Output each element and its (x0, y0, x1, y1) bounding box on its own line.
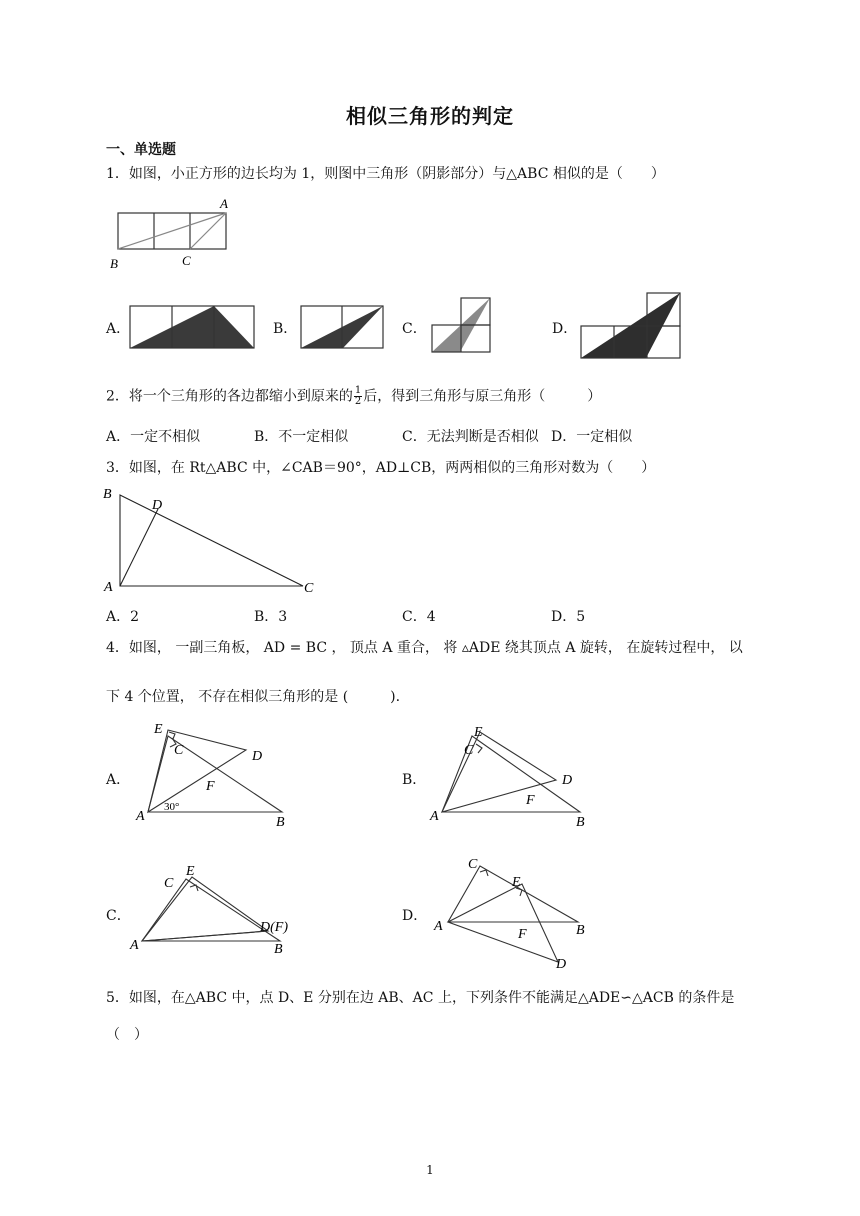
q3-option-c: C．4 (402, 609, 436, 625)
q4b-label-b: B (576, 815, 585, 830)
q4-option-b-figure (428, 718, 593, 833)
q4-option-a-label: A． (106, 772, 131, 788)
q3-option-b: B．3 (254, 609, 288, 625)
question-1-text: 1．如图，小正方形的边长均为 1，则图中三角形（阴影部分）与△ABC 相似的是（ ） (106, 166, 665, 182)
q1-label-a: A (220, 196, 228, 211)
page-number: 1 (426, 1163, 434, 1177)
q2-option-a: A．一定不相似 (106, 429, 201, 445)
q4d-label-f: F (518, 927, 527, 942)
q4b-label-e: E (474, 725, 483, 740)
question-5-text-line1: 5．如图，在△ABC 中，点 D、E 分别在边 AB、AC 上，下列条件不能满足△ADE∽△ACB 的条件是 (106, 990, 735, 1006)
q4a-label-b: B (276, 815, 285, 830)
question-4-text-line2: 下 4 个位置， 不存在相似三角形的是 ( ). (106, 689, 401, 705)
q1-label-b: B (110, 256, 118, 271)
q4-option-a-figure (132, 718, 297, 833)
q3-label-a: A (104, 580, 113, 595)
question-2-text (106, 386, 601, 407)
page-title: 相似三角形的判定 (346, 104, 514, 128)
q3-figure (100, 484, 325, 600)
q4c-label-df: D(F) (260, 920, 288, 935)
q4d-label-c: C (468, 857, 478, 872)
q4-option-b-label: B． (402, 772, 427, 788)
q2-frac-num: 1 (354, 385, 362, 396)
q4a-label-angle: 30° (164, 801, 180, 813)
q1-option-c-figure (428, 294, 494, 358)
q4b-label-f: F (526, 793, 535, 808)
q3-label-b: B (103, 487, 112, 502)
q4a-label-d: D (252, 749, 263, 764)
q3-label-c: C (304, 581, 314, 596)
question-5-text-line2: （ ） (106, 1027, 148, 1043)
q2-option-c: C．无法判断是否相似 (402, 429, 539, 445)
q1-option-d-label: D． (552, 321, 578, 337)
q4a-label-c: C (174, 743, 184, 758)
q4c-label-e: E (186, 864, 195, 879)
q2-frac-den: 2 (354, 396, 362, 407)
q4d-label-e: E (512, 875, 521, 890)
q1-option-d-figure (578, 290, 686, 362)
q3-option-d: D．5 (551, 609, 586, 625)
q4d-label-b: B (576, 923, 585, 938)
q1-option-a-label: A． (106, 321, 131, 337)
q4d-label-a: A (434, 919, 443, 934)
q4c-label-b: B (274, 942, 283, 957)
q2-option-d: D．一定相似 (551, 429, 633, 445)
q1-figure (106, 195, 236, 275)
q3-label-d: D (152, 498, 163, 513)
question-4-text-line1: 4．如图， 一副三角板， AD = BC ， 顶点 A 重合， 将 ▵ADE 绕其顶点 A 旋转， 在旋转过程中， 以 (106, 640, 743, 656)
question-3-text: 3．如图，在 Rt△ABC 中，∠CAB＝90°，AD⊥CB，两两相似的三角形对数为（ ） (106, 460, 656, 476)
q1-option-b-label: B． (273, 321, 298, 337)
q4b-label-d: D (562, 773, 573, 788)
q1-option-b-figure (299, 302, 387, 352)
q4-option-c-figure (128, 855, 300, 960)
section-heading: 一、单选题 (106, 142, 176, 158)
q4a-label-e: E (154, 722, 163, 737)
q4-option-c-label: C． (106, 908, 131, 924)
q4c-label-a: A (130, 938, 139, 953)
q4a-label-f: F (206, 779, 215, 794)
q3-option-a: A．2 (106, 609, 140, 625)
q1-option-c-label: C． (402, 321, 427, 337)
q4d-label-d: D (556, 957, 567, 972)
q2-fraction (354, 386, 362, 407)
q4-option-d-label: D． (402, 908, 428, 924)
q4b-label-a: A (430, 809, 439, 824)
q2-option-b: B．不一定相似 (254, 429, 349, 445)
q4-option-d-figure (428, 848, 598, 973)
q1-label-c: C (182, 253, 191, 268)
q1-option-a-figure (128, 302, 258, 352)
q4c-label-c: C (164, 876, 174, 891)
q2-text-after: 后，得到三角形与原三角形（ ） (363, 388, 602, 405)
q4b-label-c: C (464, 743, 474, 758)
q2-text-before: 2．将一个三角形的各边都缩小到原来的 (106, 388, 353, 405)
q4a-label-a: A (136, 809, 145, 824)
